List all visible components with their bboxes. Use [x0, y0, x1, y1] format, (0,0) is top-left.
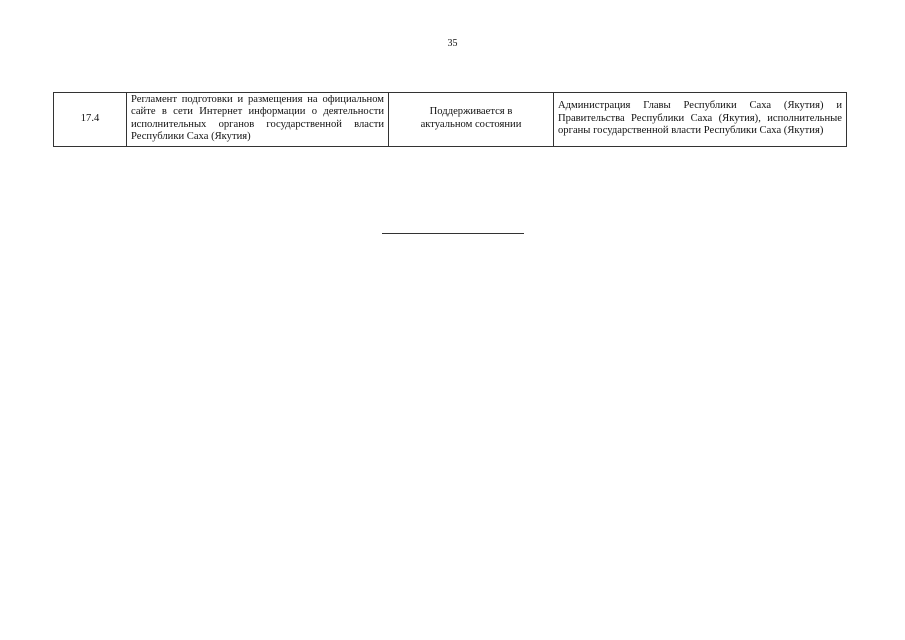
status-cell: [389, 93, 554, 147]
page-number: 35: [447, 38, 458, 49]
responsible-cell: Администрация Главы Республики Саха (Якутия) и Правительства Республики Саха (Якутия), исполнительные органы государственной власти Республики Саха (Якутия): [554, 93, 847, 147]
end-of-document-rule: [382, 233, 524, 234]
table-row: [54, 93, 847, 147]
status-line: Поддерживается в: [429, 106, 513, 118]
status-line: актуальном состоянии: [420, 118, 522, 130]
document-title-cell: Регламент подготовки и размещения на официальном сайте в сети Интернет информации о деятельности исполнительных органов государственной власти Республики Саха (Якутия): [127, 93, 389, 147]
row-number-cell: 17.4: [54, 93, 127, 147]
measures-table: [53, 92, 847, 147]
